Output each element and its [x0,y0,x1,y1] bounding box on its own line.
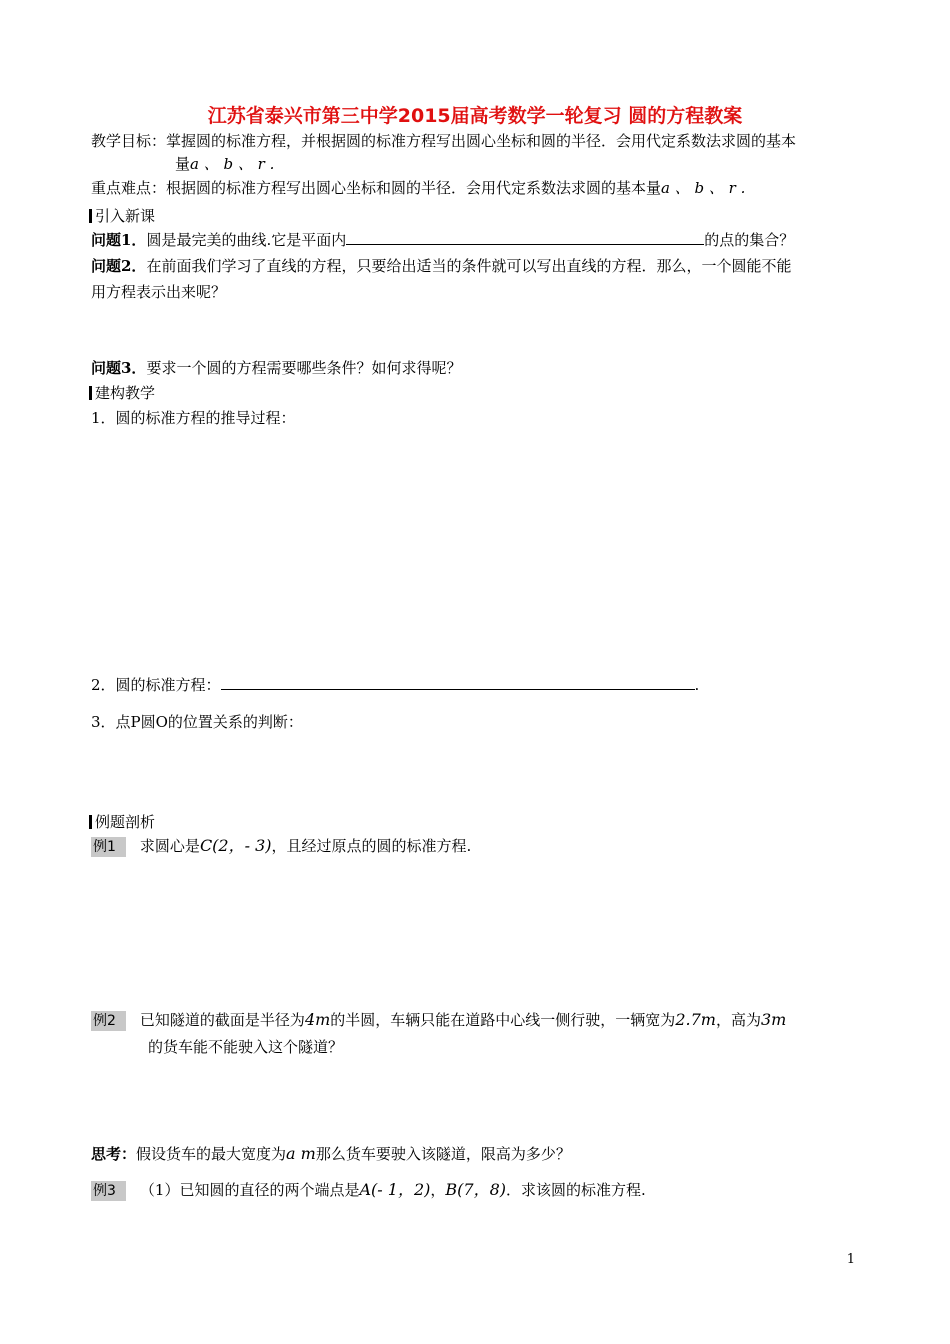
question-2-line2: 用方程表示出来呢？ [91,283,227,301]
example-2-line1 [91,1010,786,1031]
page-title: 江苏省泰兴市第三中学2015届高考数学一轮复习 圆的方程教案 [207,105,743,127]
item-3: 3．点P圆O的位置关系的判断： [91,713,303,731]
question-1 [91,230,794,250]
objectives-line1 [91,131,796,151]
q1-blank [346,230,704,245]
example-2-t3: ，高为 [715,1011,761,1029]
example-1-math: C(2，- 3) [199,836,272,855]
example-3-label: 例3 [91,1181,126,1201]
example-2-m1: 4m [304,1010,331,1029]
think [91,1144,571,1164]
question-2-line1 [91,256,791,276]
example-3-m1: A(- 1，2) [359,1180,431,1199]
section-construct [89,383,155,403]
example-3-t1: （1）已知圆的直径的两个端点是 [139,1181,360,1199]
page-number: 1 [846,1252,855,1267]
think-math: a m [286,1144,316,1163]
example-2-m3: 3m [760,1010,787,1029]
section-marker [89,209,92,223]
q1-text: 圆是最完美的曲线.它是平面内 [146,231,347,249]
example-2-t1: 已知隧道的截面是半径为 [139,1011,305,1029]
example-3 [91,1180,646,1201]
item-2-text: 2．圆的标准方程： [91,676,221,694]
keypoints-vars: a 、 b 、 r . [661,179,746,197]
keypoints-text: 根据圆的标准方程写出圆心坐标和圆的半径．会用代定系数法求圆的基本量 [166,179,662,197]
example-2-label: 例2 [91,1011,126,1031]
section-construct-label: 建构教学 [95,384,156,402]
keypoints-line [91,178,745,198]
objectives-text2: 量 [175,155,191,173]
section-examples-label: 例题剖析 [95,813,156,831]
objectives-vars: a 、 b 、 r . [190,155,275,173]
item-2 [91,675,699,695]
section-examples [89,812,155,832]
question-3 [91,358,461,378]
item-2-tail: . [694,676,700,694]
think-label: 思考： [91,1145,137,1163]
example-2-t2: 的半圆，车辆只能在道路中心线一侧行驶，一辆宽为 [330,1011,676,1029]
example-3-t2: ．求该圆的标准方程. [506,1181,646,1199]
objectives-label: 教学目标： [91,132,167,150]
q3-label: 问题3． [91,359,147,377]
section-marker [89,386,92,400]
q3-text: 要求一个圆的方程需要哪些条件？如何求得呢？ [146,359,462,377]
example-2-m2: 2.7m [675,1010,716,1029]
example-3-sep: ， [430,1181,446,1199]
example-3-m2: B(7，8) [445,1180,506,1199]
q1-label: 问题1． [91,231,147,249]
objectives-line2 [175,154,274,174]
q1-tail: 的点的集合？ [704,231,795,249]
section-intro [89,206,155,226]
example-1-label: 例1 [91,837,126,857]
item-2-blank [221,675,695,690]
think-t1: 假设货车的最大宽度为 [136,1145,287,1163]
think-t2: 那么货车要驶入该隧道，限高为多少？ [315,1145,571,1163]
section-intro-label: 引入新课 [95,207,156,225]
example-1-text1: 求圆心是 [139,837,200,855]
q2-text1: 在前面我们学习了直线的方程，只要给出适当的条件就可以写出直线的方程．那么，一个圆能不能 [146,257,792,275]
example-2-line2: 的货车能不能驶入这个隧道？ [148,1038,344,1056]
section-marker [89,815,92,829]
example-1-text2: ，且经过原点的圆的标准方程. [271,837,472,855]
keypoints-label: 重点难点： [91,179,167,197]
q2-label: 问题2． [91,257,147,275]
item-1: 1．圆的标准方程的推导过程： [91,409,296,427]
objectives-text: 掌握圆的标准方程，并根据圆的标准方程写出圆心坐标和圆的半径．会用代定系数法求圆的基本 [166,132,797,150]
example-1 [91,836,471,857]
